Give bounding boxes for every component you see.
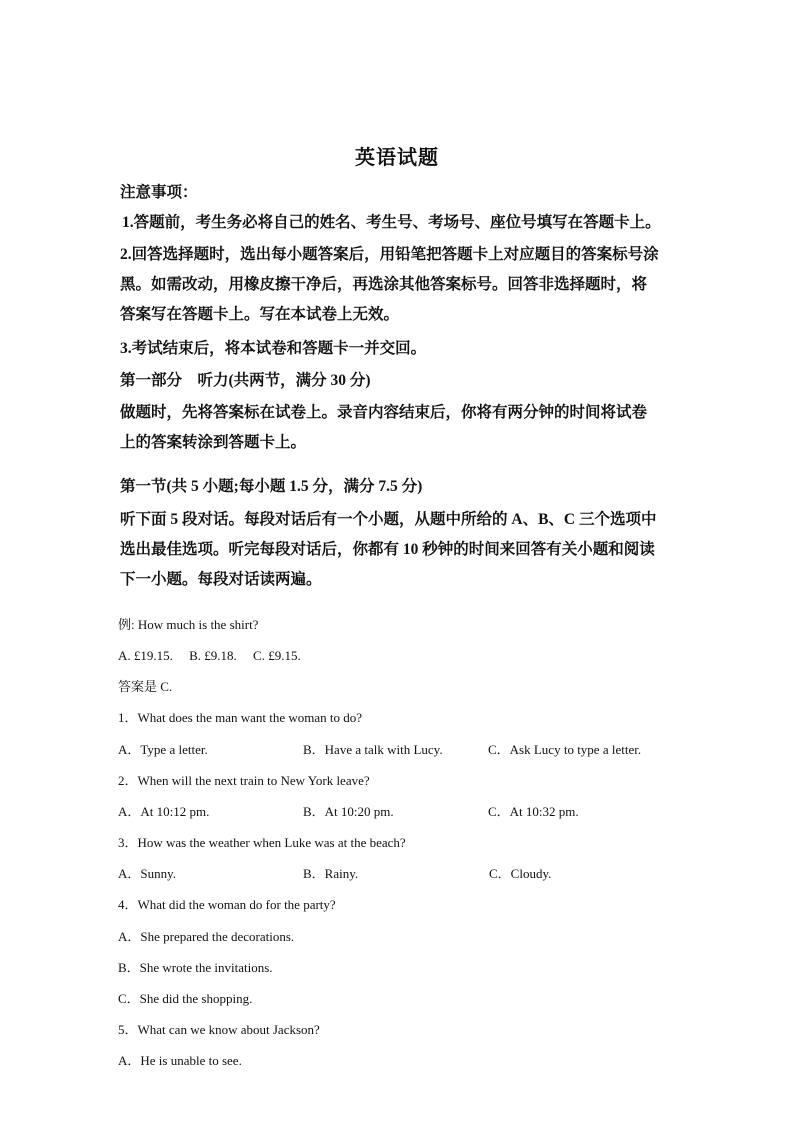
page-title: 英语试题 xyxy=(355,147,439,169)
notice-heading: 注意事项： xyxy=(120,184,198,201)
notice-2-line-3: 答案写在答题卡上。写在本试卷上无效。 xyxy=(120,306,400,323)
question-1-stem: 1．What does the man want the woman to do? xyxy=(118,710,363,725)
part1-instructions xyxy=(120,398,680,458)
notice-1: 1.答题前，考生务必将自己的姓名、考生号、考场号、座位号填写在答题卡上。 xyxy=(122,214,661,231)
question-4-option-c: C．She did the shopping. xyxy=(118,991,253,1006)
section1-instructions xyxy=(120,505,680,595)
question-4-stem: 4．What did the woman do for the party? xyxy=(118,897,336,912)
question-4-option-b: B．She wrote the invitations. xyxy=(118,960,273,975)
question-3-option-b: B．Rainy. xyxy=(303,866,359,881)
notice-2 xyxy=(120,240,680,330)
question-1-option-a: A．Type a letter. xyxy=(118,742,208,757)
section1-instructions-line-1: 听下面 5 段对话。每段对话后有一个小题，从题中所给的 A、B、C 三个选项中 xyxy=(120,511,657,528)
section1-instructions-line-2: 选出最佳选项。听完每段对话后，你都有 10 秒钟的时间来回答有关小题和阅读 xyxy=(120,541,655,558)
example-answer: 答案是 C. xyxy=(118,679,173,694)
notice-2-line-1: 2.回答选择题时，选出每小题答案后，用铅笔把答题卡上对应题目的答案标号涂 xyxy=(120,246,659,263)
question-3-option-a: A．Sunny. xyxy=(118,866,177,881)
section1-heading: 第一节(共 5 小题;每小题 1.5 分，满分 7.5 分) xyxy=(120,478,423,495)
question-2-option-b: B．At 10:20 pm. xyxy=(303,804,394,819)
question-5-stem: 5．What can we know about Jackson? xyxy=(118,1022,320,1037)
notice-2-line-2: 黑。如需改动，用橡皮擦干净后，再选涂其他答案标号。回答非选择题时，将 xyxy=(120,276,648,293)
question-1-option-c: C．Ask Lucy to type a letter. xyxy=(488,742,642,757)
question-3-option-c: C．Cloudy. xyxy=(489,866,552,881)
section1-instructions-line-3: 下一小题。每段对话读两遍。 xyxy=(120,571,322,588)
question-2-option-c: C．At 10:32 pm. xyxy=(488,804,579,819)
question-2-stem: 2．When will the next train to New York leave? xyxy=(118,773,370,788)
notice-3: 3.考试结束后，将本试卷和答题卡一并交回。 xyxy=(120,340,427,357)
part1-instructions-line-2: 上的答案转涂到答题卡上。 xyxy=(120,434,307,451)
question-2-option-a: A．At 10:12 pm. xyxy=(118,804,210,819)
question-5-option-a: A．He is unable to see. xyxy=(118,1053,242,1068)
example-question: 例: How much is the shirt? xyxy=(118,617,259,632)
part1-heading: 第一部分 听力(共两节，满分 30 分) xyxy=(120,372,371,389)
question-4-option-a: A．She prepared the decorations. xyxy=(118,929,295,944)
example-options: A. £19.15. B. £9.18. C. £9.15. xyxy=(118,648,301,663)
question-3-stem: 3．How was the weather when Luke was at the beach? xyxy=(118,835,406,850)
part1-instructions-line-1: 做题时，先将答案标在试卷上。录音内容结束后，你将有两分钟的时间将试卷 xyxy=(120,404,648,421)
question-1-option-b: B．Have a talk with Lucy. xyxy=(303,742,443,757)
